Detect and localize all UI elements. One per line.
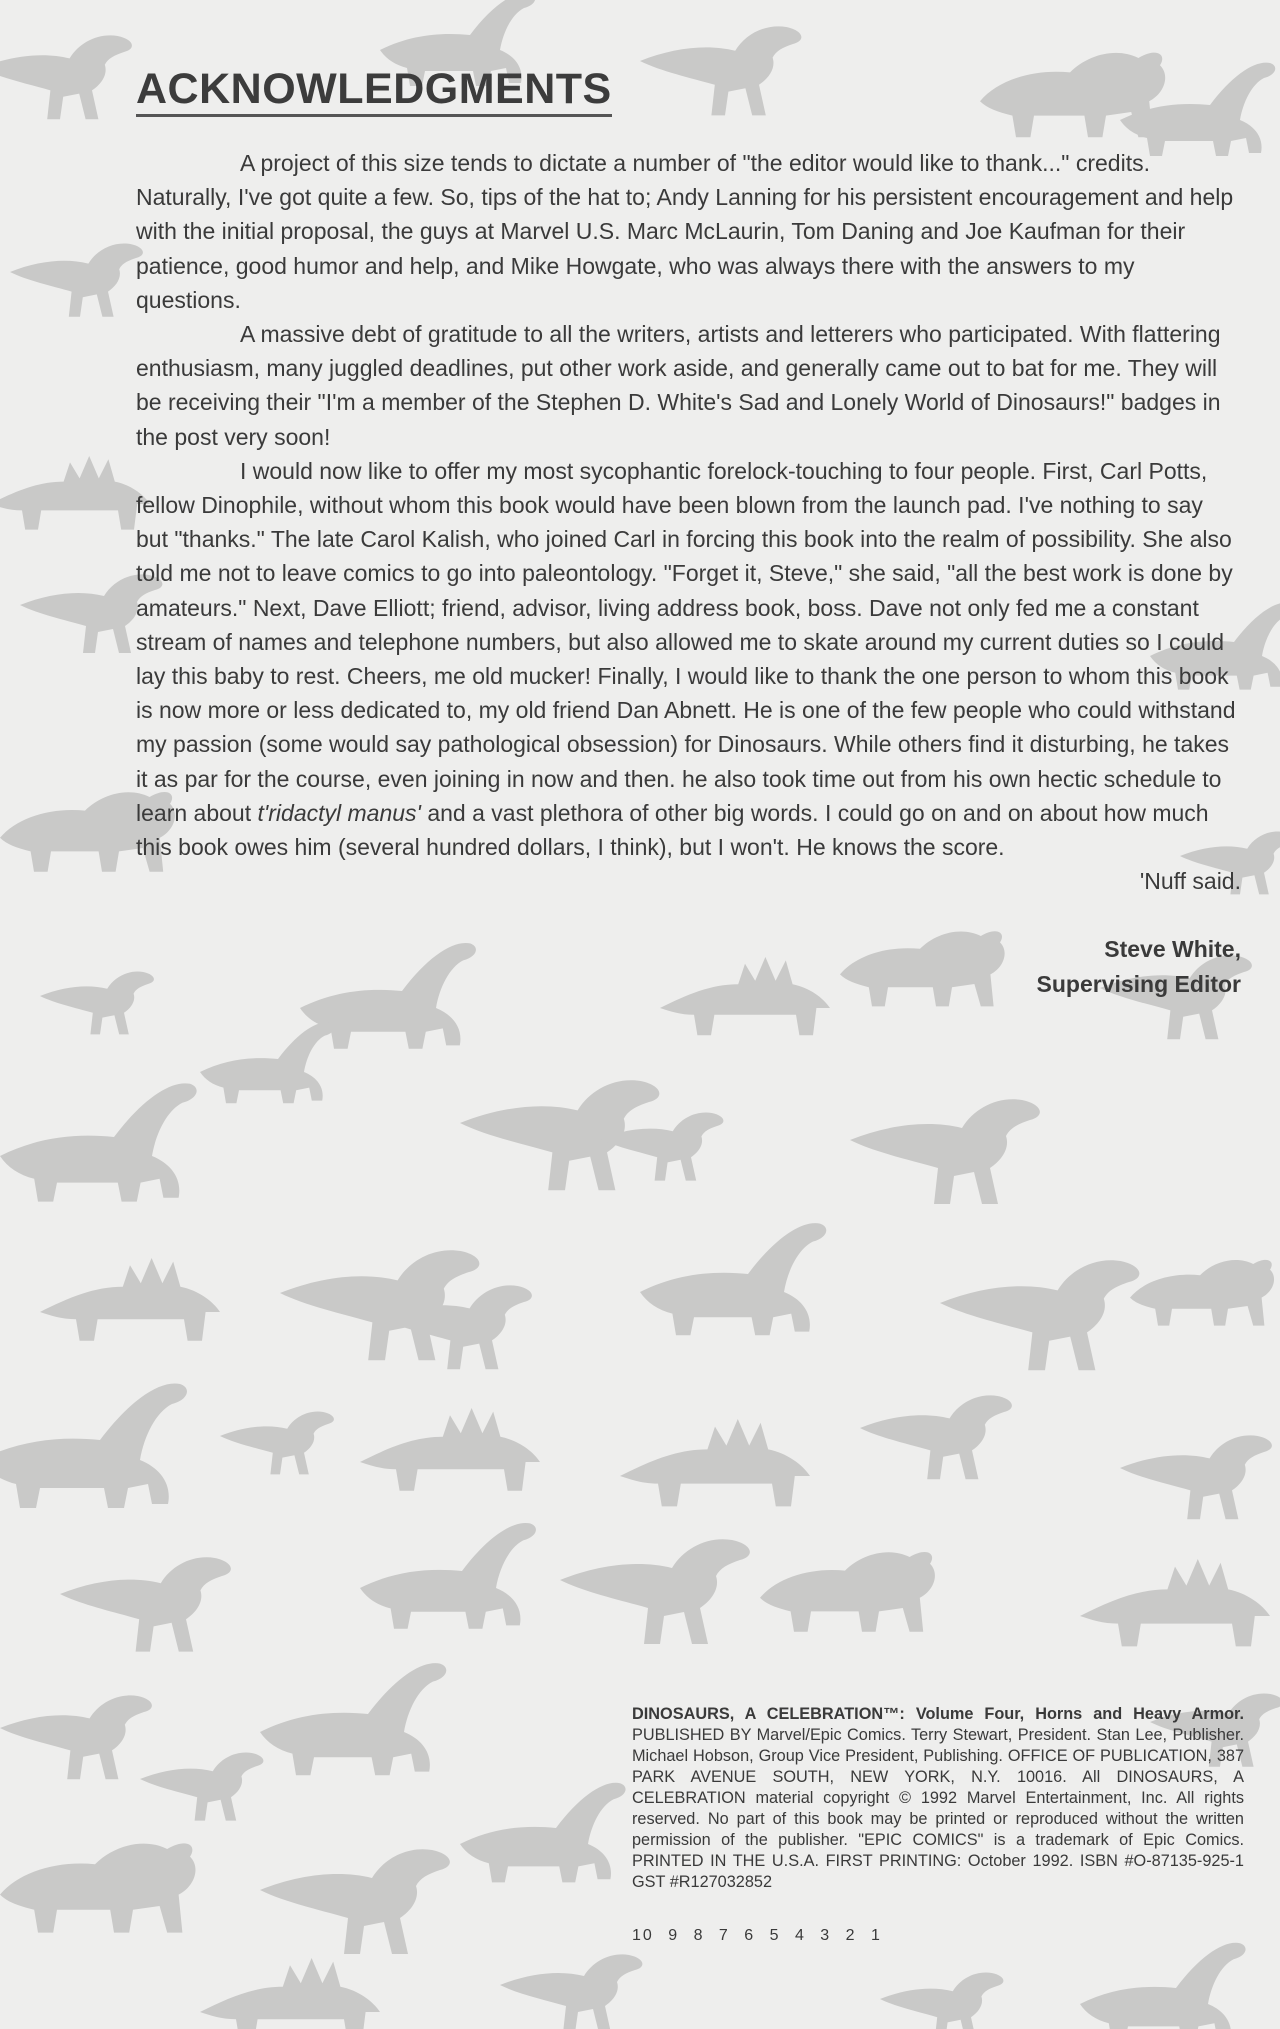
signature-block: [136, 932, 1241, 1000]
paragraph-3: [136, 454, 1241, 864]
indicia-text: PUBLISHED BY Marvel/Epic Comics. Terry Stewart, President. Stan Lee, Publisher. Michael Hobson, Group Vice President, Publishing. OFFICE OF PUBLICATION, 387 PARK AVENUE SOUTH, NEW YORK, N.Y. 10016. All DINOSAURS, A CELEBRATION material copyright © 1992 Marvel Entertainment, Inc. All rights reserved. No part of this book may be printed or reproduced without the written permission of the publisher. "EPIC COMICS" is a trademark of Epic Comics. PRINTED IN THE U.S.A. FIRST PRINTING: October 1992. ISBN #O-87135-925-1 GST #R127032852: [632, 1726, 1244, 1891]
acknowledgments-body: [136, 146, 1241, 1001]
indicia-title: DINOSAURS, A CELEBRATION™: Volume Four, Horns and Heavy Armor.: [632, 1705, 1244, 1723]
paragraph-1: A project of this size tends to dictate a number of "the editor would like to thank..." credits. Naturally, I've got quite a few. So, tips of the hat to; Andy Lanning for his persistent encouragement and help with the initial proposal, the guys at Marvel U.S. Marc McLaurin, Tom Daning and Joe Kaufman for their patience, good humor and help, and Mike Howgate, who was always there with the answers to my questions.: [136, 150, 1234, 313]
publication-indicia: [632, 1704, 1244, 1893]
print-line: 10 9 8 7 6 5 4 3 2 1: [632, 1927, 882, 1944]
page-title: ACKNOWLEDGMENTS: [136, 64, 612, 117]
paragraph-3-italic-term: t'ridactyl manus': [257, 799, 421, 826]
paragraph-3-text-a: I would now like to offer my most sycophantic forelock-touching to four people. First, Carl Potts, fellow Dinophile, without whom this book would have been blown from the launch pad. I've nothing to say but "thanks." The late Carol Kalish, who joined Carl in forcing this book into the realm of possibility. She also told me not to leave comics to go into paleontology. "Forget it, Steve," she said, "all the best work is done by amateurs." Next, Dave Elliott; friend, advisor, living address book, boss. Dave not only fed me a constant stream of names and telephone numbers, but also allowed me to skate around my current duties so I could lay this baby to rest. Cheers, me old mucker! Finally, I would like to thank the one person to whom this book is now more or less dedicated to, my old friend Dan Abnett. He is one of the few people who could withstand my passion (some would say pathological obsession) for Dinosaurs. While others find it disturbing, he takes it as par for the course, even joining in now and then. he also took time out from his own hectic schedule to learn about: [136, 457, 1236, 826]
signature-role: Supervising Editor: [1036, 970, 1241, 997]
paragraph-3-text-b: and a vast plethora of other big words. I could go on and on about how much this book owes him (several hundred dollars, I think), but I won't. He knows the score.: [136, 799, 1209, 861]
signature-name: Steve White,: [1104, 936, 1241, 963]
paragraph-2: A massive debt of gratitude to all the writers, artists and letterers who participated. With flattering enthusiasm, many juggled deadlines, put other work aside, and generally came out to bat for me. They will be receiving their "I'm a member of the Stephen D. White's Sad and Lonely World of Dinosaurs!" badges in the post very soon!: [136, 321, 1221, 450]
closing-line: 'Nuff said.: [1139, 868, 1241, 895]
